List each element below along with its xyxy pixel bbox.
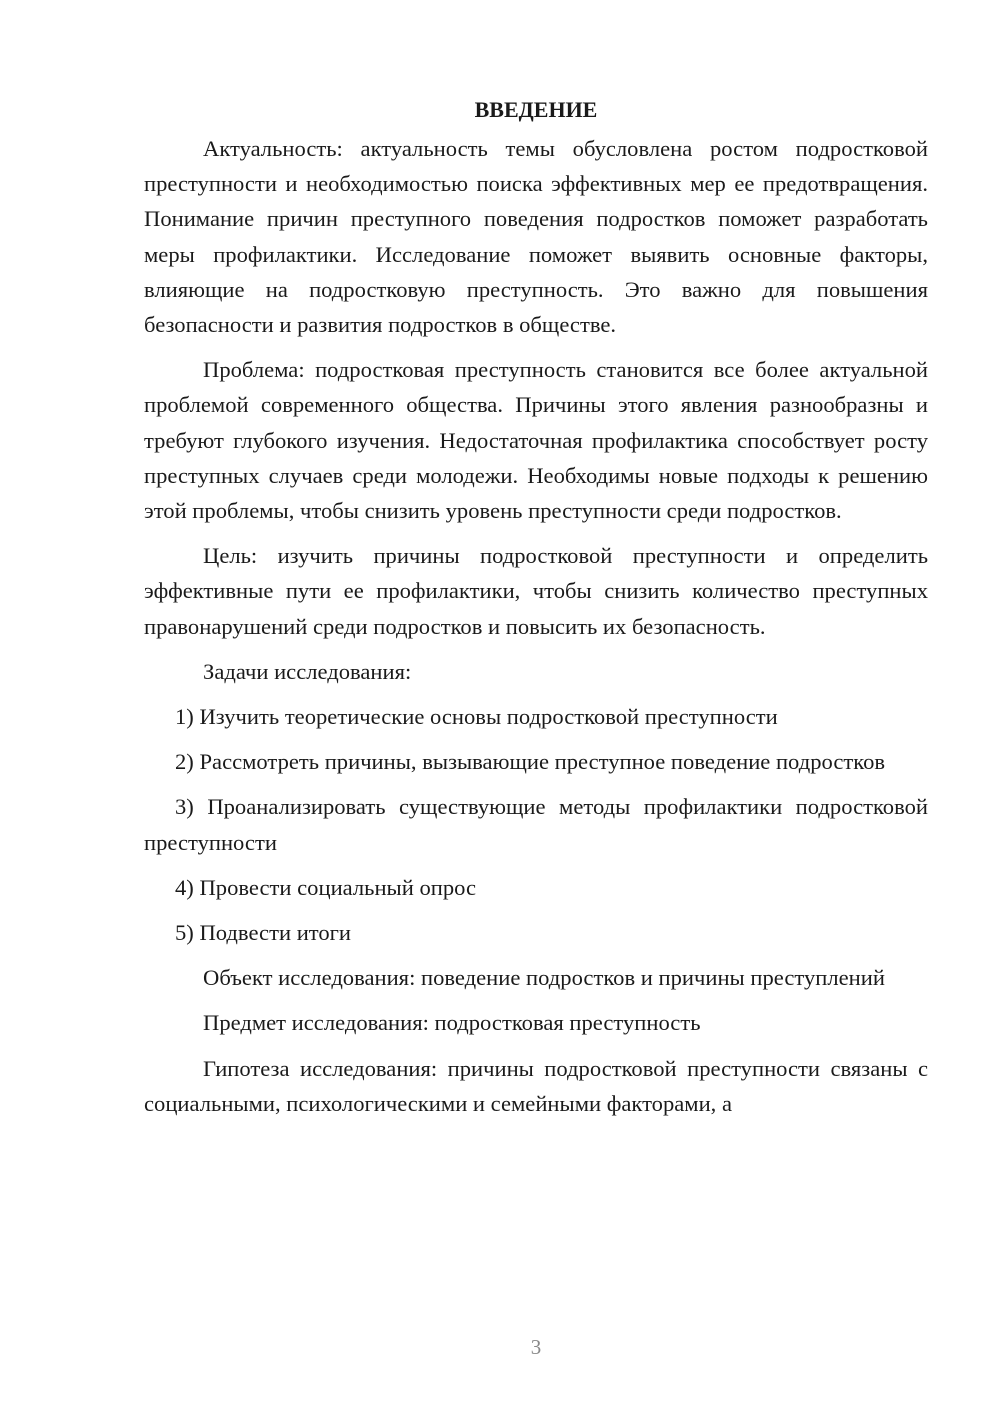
paragraph-tasks-heading: Задачи исследования: xyxy=(203,658,412,684)
paragraph-problem: Проблема: подростковая преступность становится все более актуальной проблемой современного общества. Причины этого явления разнообразны и требуют глубокого изучения. Недостаточная профилактика способствует росту преступных случаев среди молодежи. Необходимы новые подходы к решению этой проблемы, чтобы снизить уровень преступности среди подростков. xyxy=(144,357,928,524)
page-number: 3 xyxy=(530,1335,542,1359)
paragraph-subject: Предмет исследования: подростковая преступность xyxy=(203,1010,701,1036)
paragraph-object: Объект исследования: поведение подростков и причины преступлений xyxy=(203,965,885,991)
paragraph-relevance: Актуальность: актуальность темы обусловлена ростом подростковой преступности и необходимостью поиска эффективных мер ее предотвращения. Понимание причин преступного поведения подростков поможет разработать меры профилактики. Исследование поможет выявить основные факторы, влияющие на подростковую преступность. Это важно для повышения безопасности и развития подростков в обществе. xyxy=(144,136,928,338)
task-item-3: 3) Проанализировать существующие методы профилактики подростковой преступности xyxy=(144,794,928,855)
task-item-5: 5) Подвести итоги xyxy=(175,920,352,946)
paragraph-hypothesis: Гипотеза исследования: причины подростковой преступности связаны с социальными, психологическими и семейными факторами, а xyxy=(144,1055,928,1116)
task-item-1: 1) Изучить теоретические основы подростковой преступности xyxy=(175,704,778,730)
task-item-4: 4) Провести социальный опрос xyxy=(175,874,477,900)
page-content xyxy=(144,95,928,1121)
document-title: ВВЕДЕНИЕ xyxy=(474,97,598,122)
task-item-2: 2) Рассмотреть причины, вызывающие преступное поведение подростков xyxy=(175,749,886,775)
paragraph-goal: Цель: изучить причины подростковой преступности и определить эффективные пути ее профилактики, чтобы снизить количество преступных правонарушений среди подростков и повысить их безопасность. xyxy=(144,543,928,639)
